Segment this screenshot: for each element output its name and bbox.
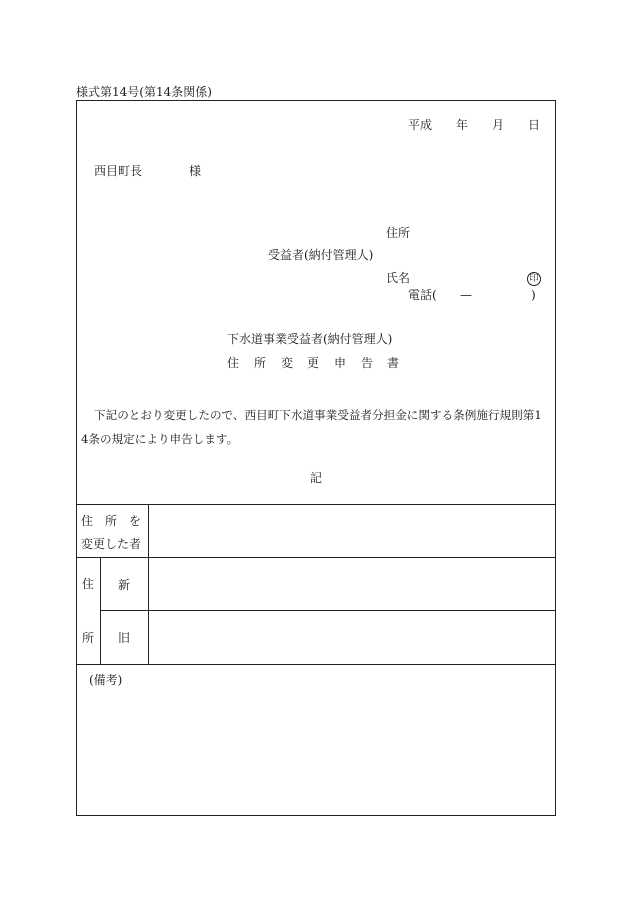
name-label: 氏名: [386, 271, 411, 285]
addressee-honorific: 様: [189, 164, 202, 178]
new-label: 新: [118, 578, 131, 592]
title-char-3: 変: [281, 356, 294, 370]
title-char-2: 所: [254, 356, 267, 370]
form-frame: [76, 100, 556, 816]
label-column-line: [148, 504, 149, 664]
title-char-6: 告: [361, 356, 374, 370]
date-year: 年: [456, 118, 469, 132]
seal-mark: 印: [527, 272, 541, 286]
changer-label-1: 住 所 を: [81, 514, 142, 528]
address-label: 住所: [386, 226, 411, 240]
phone-separator: —: [460, 288, 472, 302]
changer-label-2: 変更した者: [81, 537, 142, 551]
address-label-bottom: 所: [82, 631, 95, 645]
phone-label: 電話(: [408, 288, 437, 302]
old-label: 旧: [118, 631, 131, 645]
address-label-top: 住: [82, 577, 95, 591]
remarks-label: (備考): [89, 673, 123, 687]
address-split-line: [100, 557, 101, 664]
applicant-role: 受益者(納付管理人): [268, 248, 374, 262]
ki-mark: 記: [310, 471, 323, 485]
form-number: 様式第14号(第14条関係): [76, 85, 212, 99]
title-char-5: 申: [334, 356, 347, 370]
title-char-7: 書: [387, 356, 400, 370]
date-month: 月: [492, 118, 505, 132]
addressee-name: 西目町長: [94, 164, 143, 178]
title-char-1: 住: [227, 356, 240, 370]
date-day: 日: [528, 118, 541, 132]
new-bottom-line: [100, 610, 556, 611]
phone-close: ): [531, 288, 536, 302]
title-char-4: 更: [307, 356, 320, 370]
body-line2: 4条の規定により申告します。: [81, 432, 239, 446]
table-bottom-line: [76, 664, 556, 665]
date-era: 平成: [408, 118, 433, 132]
title-line1: 下水道事業受益者(納付管理人): [227, 332, 393, 346]
body-line1: 下記のとおり変更したので、西目町下水道事業受益者分担金に関する条例施行規則第1: [94, 408, 542, 422]
